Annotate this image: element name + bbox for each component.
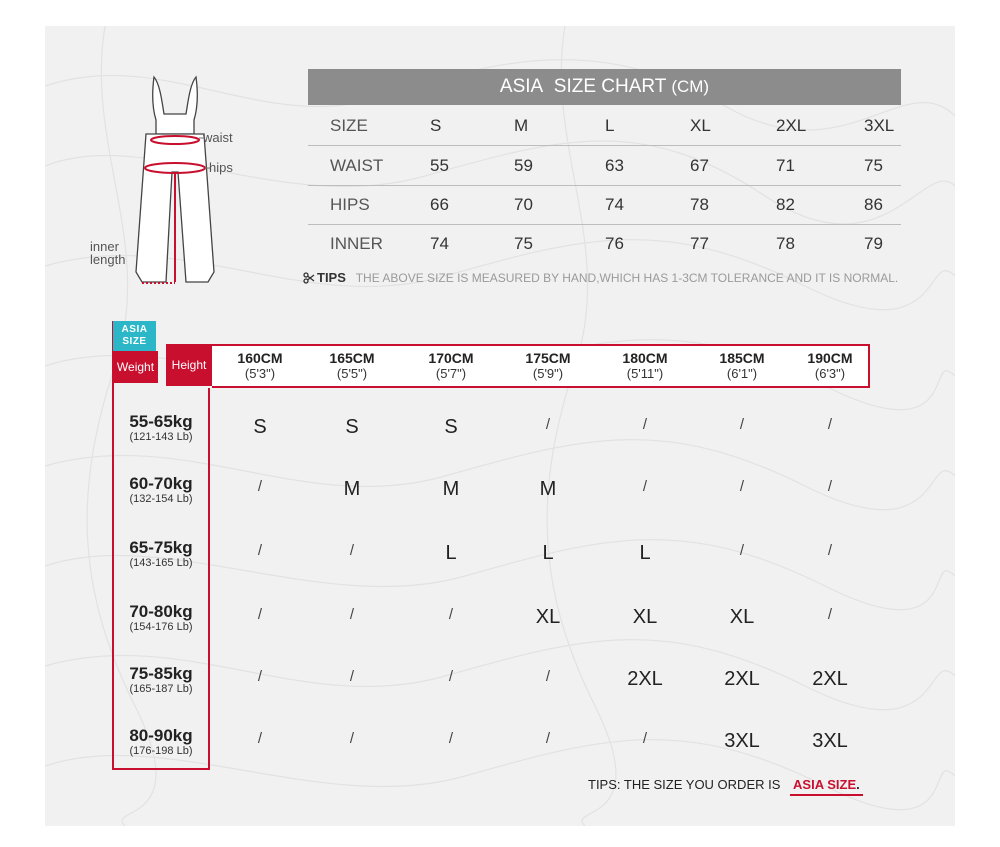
matrix-cell: 3XL [812, 730, 848, 752]
height-col-4 [600, 351, 690, 381]
asia-size-badge [113, 321, 156, 351]
measurement-cell: 67 [690, 156, 709, 175]
weight-kg: 60-70kg [129, 474, 193, 493]
matrix-cell: M [442, 478, 460, 500]
matrix-cell: 2XL [812, 668, 848, 690]
matrix-cell: / [545, 730, 551, 747]
measurement-cell: 66 [430, 195, 449, 214]
matrix-cell: L [542, 542, 554, 564]
weight-kg: 70-80kg [129, 602, 193, 621]
weight-row-2 [114, 538, 208, 570]
badge-line-1: ASIA [121, 324, 148, 335]
matrix-cell: / [827, 606, 833, 623]
hips-label: hips [209, 160, 233, 175]
matrix-cell: XL [632, 606, 658, 628]
height-row [212, 344, 870, 388]
weight-row-3 [114, 602, 208, 634]
matrix-cell: 2XL [724, 668, 760, 690]
scissors-icon [303, 272, 315, 284]
measurement-cell: XL [690, 116, 711, 135]
weight-row-4 [114, 664, 208, 696]
weight-kg: 75-85kg [129, 664, 193, 683]
weight-lb: (121-143 Lb) [129, 431, 193, 443]
measurement-row-label: SIZE [330, 116, 368, 135]
matrix-cell: / [448, 606, 454, 623]
measurement-row-label: WAIST [330, 156, 384, 175]
matrix-cell: / [739, 478, 745, 495]
matrix-cell: / [545, 668, 551, 685]
weight-lb: (143-165 Lb) [129, 557, 193, 569]
measurement-cell: 79 [864, 234, 883, 253]
matrix-cell: / [827, 416, 833, 433]
size-chart-title [308, 69, 901, 105]
measurement-cell: 55 [430, 156, 449, 175]
measurement-row-label: INNER [330, 234, 383, 253]
matrix-cell: / [642, 730, 648, 747]
matrix-cell: / [827, 542, 833, 559]
measurement-cell: 3XL [864, 116, 895, 135]
height-col-3 [503, 351, 593, 381]
height-cm: 190CM [807, 350, 853, 366]
measurement-cell: 70 [514, 195, 533, 214]
matrix-cell: M [539, 478, 557, 500]
matrix-cell: / [257, 478, 263, 495]
measurement-row-label: HIPS [330, 195, 370, 214]
asia-size-highlight [790, 777, 863, 796]
height-ft: (5'5") [336, 366, 368, 381]
height-cm: 175CM [525, 350, 571, 366]
matrix-cell: L [445, 542, 457, 564]
matrix-cell: / [545, 416, 551, 433]
weight-lb: (154-176 Lb) [129, 621, 193, 633]
height-cm: 170CM [428, 350, 474, 366]
measurement-cell: 71 [776, 156, 795, 175]
footer-tip-suffix: . [856, 777, 860, 792]
measurement-row-size [308, 106, 901, 146]
measurement-cell: 2XL [776, 116, 807, 135]
matrix-cell: / [349, 668, 355, 685]
height-col-6 [785, 351, 875, 381]
weight-kg: 65-75kg [129, 538, 193, 557]
footer-tip [588, 777, 863, 792]
matrix-cell: / [739, 542, 745, 559]
matrix-cell: / [642, 416, 648, 433]
height-ft: (6'3") [814, 366, 846, 381]
measurement-cell: 78 [690, 195, 709, 214]
weight-row-1 [114, 474, 208, 506]
measurement-cell: M [514, 116, 529, 135]
matrix-cell: XL [535, 606, 561, 628]
matrix-cell: / [257, 542, 263, 559]
matrix-cell: S [253, 416, 267, 438]
footer-tip-text: TIPS: THE SIZE YOU ORDER IS [588, 777, 781, 792]
title-asia: ASIA [499, 76, 544, 97]
matrix-cell: 2XL [627, 668, 663, 690]
measurement-cell: 74 [605, 195, 624, 214]
inner-length-label [90, 240, 125, 266]
matrix-cell: / [448, 730, 454, 747]
measurement-cell: 77 [690, 234, 709, 253]
matrix-cell: / [257, 668, 263, 685]
measurement-row-inner [308, 224, 901, 263]
height-cm: 185CM [719, 350, 765, 366]
matrix-cell: / [257, 606, 263, 623]
weight-lb: (132-154 Lb) [129, 493, 193, 505]
measurement-cell: 75 [864, 156, 883, 175]
matrix-cell: / [257, 730, 263, 747]
weight-kg: 55-65kg [129, 412, 193, 431]
matrix-cell: / [827, 478, 833, 495]
waist-label: waist [203, 130, 233, 145]
height-ft: (5'3") [244, 366, 276, 381]
height-ft: (5'9") [532, 366, 564, 381]
matrix-cell: XL [729, 606, 755, 628]
measurement-cell: 78 [776, 234, 795, 253]
height-header: Height [166, 344, 212, 386]
measurement-cell: 76 [605, 234, 624, 253]
height-col-2 [406, 351, 496, 381]
title-unit: (CM) [671, 77, 710, 96]
height-col-0 [215, 351, 305, 381]
tips-label: TIPS [317, 270, 346, 285]
tips-note [303, 270, 898, 285]
weight-row-5 [114, 726, 208, 758]
measurement-cell: 86 [864, 195, 883, 214]
measurement-row-hips [308, 185, 901, 225]
weight-header: Weight [113, 351, 158, 383]
matrix-cell: / [448, 668, 454, 685]
measurement-row-waist [308, 146, 901, 186]
height-cm: 165CM [329, 350, 375, 366]
height-cm: 160CM [237, 350, 283, 366]
measurement-cell: 59 [514, 156, 533, 175]
height-ft: (5'11") [626, 366, 664, 381]
measurement-cell: 82 [776, 195, 795, 214]
matrix-cell: M [343, 478, 361, 500]
measurement-cell: L [605, 116, 615, 135]
weight-lb: (165-187 Lb) [129, 683, 193, 695]
matrix-cell: 3XL [724, 730, 760, 752]
height-ft: (6'1") [726, 366, 758, 381]
matrix-cell: S [345, 416, 359, 438]
title-size-chart: SIZE CHART [553, 76, 667, 97]
height-ft: (5'7") [435, 366, 467, 381]
matrix-cell: / [349, 542, 355, 559]
matrix-cell: / [349, 606, 355, 623]
measurement-cell: 74 [430, 234, 449, 253]
matrix-cell: S [444, 416, 458, 438]
weight-lb: (176-198 Lb) [129, 745, 193, 757]
matrix-cell: / [349, 730, 355, 747]
height-col-1 [307, 351, 397, 381]
height-col-5 [697, 351, 787, 381]
height-cm: 180CM [622, 350, 668, 366]
tips-text: THE ABOVE SIZE IS MEASURED BY HAND,WHICH HAS 1-3CM TOLERANCE AND IT IS NORMAL. [355, 271, 899, 285]
matrix-cell: / [739, 416, 745, 433]
weight-row-0 [114, 412, 208, 444]
badge-line-2: SIZE [122, 336, 147, 347]
matrix-cell: L [639, 542, 651, 564]
measurement-cell: S [430, 116, 442, 135]
asia-size-highlight-text: ASIA SIZE [793, 777, 857, 792]
length-label: length [90, 252, 126, 267]
weight-kg: 80-90kg [129, 726, 193, 745]
weight-column [112, 388, 210, 770]
measurement-cell: 63 [605, 156, 624, 175]
matrix-cell: / [642, 478, 648, 495]
measurement-cell: 75 [514, 234, 533, 253]
inner-label: inner [90, 239, 119, 254]
